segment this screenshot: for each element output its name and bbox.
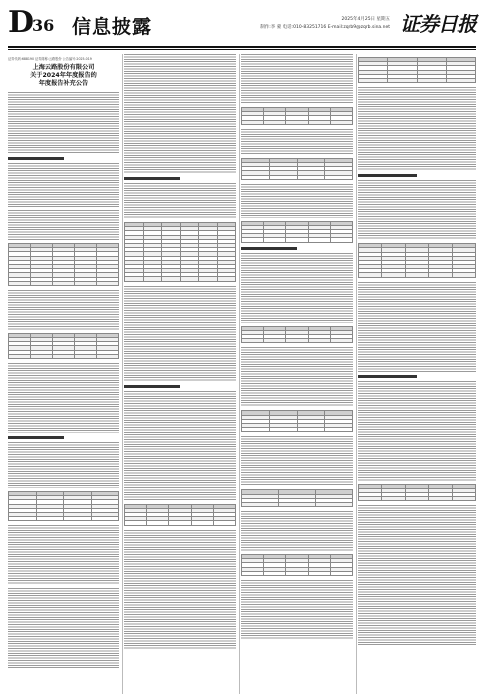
body-text bbox=[241, 511, 353, 551]
body-text bbox=[241, 436, 353, 486]
publication-date: 2025年4月25日 星期五 bbox=[341, 17, 390, 22]
column-3 bbox=[241, 54, 353, 694]
subheading bbox=[358, 375, 417, 378]
body-text bbox=[241, 347, 353, 407]
page-letter: D bbox=[8, 5, 35, 40]
article-title-line: 上海云路股份有限公司 bbox=[32, 64, 95, 71]
column-2 bbox=[124, 54, 236, 694]
data-table bbox=[8, 243, 119, 286]
masthead bbox=[8, 6, 476, 46]
subheading bbox=[358, 174, 417, 177]
subheading bbox=[124, 385, 180, 388]
body-text bbox=[8, 442, 119, 488]
page-number: 36 bbox=[32, 16, 55, 35]
data-table bbox=[8, 333, 119, 359]
body-text bbox=[241, 580, 353, 640]
column-divider bbox=[239, 54, 240, 694]
newspaper-logo: 证券日报 bbox=[400, 12, 476, 36]
data-table bbox=[124, 222, 236, 282]
data-table bbox=[241, 489, 353, 507]
editor-contact: 制作:李 蒙 电话:010-83251716 E-mail:zqrb9@zqrb.sina.net bbox=[260, 25, 390, 30]
data-table bbox=[358, 484, 476, 502]
data-table bbox=[241, 158, 353, 180]
column-4 bbox=[358, 54, 476, 694]
stock-code-line: 证券代码:688190 证券简称:云路股份 公告编号:2025-019 bbox=[8, 57, 92, 61]
article-header bbox=[8, 56, 119, 88]
body-text bbox=[241, 54, 353, 104]
body-text bbox=[358, 87, 476, 171]
article-title-line: 年度报告补充公告 bbox=[38, 80, 89, 87]
subheading bbox=[8, 157, 64, 160]
body-text bbox=[8, 588, 119, 668]
body-text bbox=[358, 381, 476, 481]
body-text bbox=[358, 505, 476, 645]
body-text bbox=[358, 282, 476, 372]
masthead-rule-thin bbox=[8, 49, 476, 50]
section-title: 信息披露 bbox=[72, 16, 153, 38]
body-text bbox=[8, 290, 119, 330]
data-table bbox=[358, 57, 476, 83]
body-text bbox=[124, 183, 236, 219]
body-text bbox=[8, 210, 119, 240]
body-text bbox=[124, 54, 236, 174]
body-text bbox=[124, 530, 236, 650]
data-table bbox=[241, 107, 353, 125]
article-title-line: 关于2024年年度报告的 bbox=[30, 72, 97, 79]
body-text bbox=[8, 525, 119, 585]
subheading bbox=[8, 436, 64, 439]
subheading bbox=[241, 247, 297, 250]
column-1 bbox=[8, 54, 119, 694]
body-text bbox=[358, 180, 476, 240]
data-table bbox=[241, 221, 353, 243]
body-text bbox=[241, 129, 353, 155]
data-table bbox=[241, 554, 353, 576]
body-text bbox=[8, 163, 119, 207]
data-table bbox=[241, 326, 353, 344]
data-table bbox=[124, 504, 236, 526]
data-table bbox=[8, 491, 119, 521]
body-text bbox=[124, 286, 236, 382]
body-text bbox=[241, 253, 353, 323]
body-text bbox=[241, 184, 353, 218]
masthead-rule bbox=[8, 46, 476, 48]
column-divider bbox=[356, 54, 357, 694]
subheading bbox=[124, 177, 180, 180]
body-text bbox=[8, 363, 119, 433]
body-text bbox=[8, 92, 119, 154]
column-divider bbox=[122, 54, 123, 694]
data-table bbox=[241, 410, 353, 432]
body-text bbox=[124, 391, 236, 501]
data-table bbox=[358, 243, 476, 278]
